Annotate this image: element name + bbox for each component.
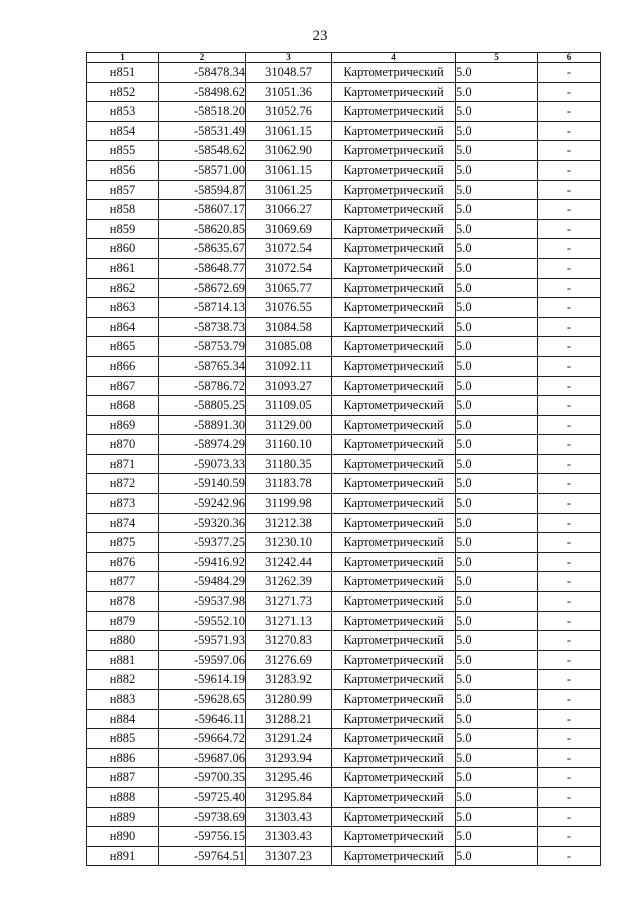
y-coordinate-cell: 31066.27 xyxy=(246,200,332,220)
y-coordinate-cell: 31048.57 xyxy=(246,63,332,83)
table-row xyxy=(87,396,601,416)
accuracy-cell: 5.0 xyxy=(456,141,538,161)
accuracy-cell: 5.0 xyxy=(456,631,538,651)
note-cell: - xyxy=(538,572,601,592)
x-coordinate-cell: -59597.06 xyxy=(159,650,246,670)
point-id-cell: н874 xyxy=(87,513,159,533)
note-cell: - xyxy=(538,337,601,357)
method-cell: Картометрический xyxy=(332,396,456,416)
y-coordinate-cell: 31076.55 xyxy=(246,298,332,318)
accuracy-cell: 5.0 xyxy=(456,435,538,455)
accuracy-cell: 5.0 xyxy=(456,768,538,788)
point-id-cell: н869 xyxy=(87,415,159,435)
note-cell: - xyxy=(538,846,601,866)
y-coordinate-cell: 31069.69 xyxy=(246,219,332,239)
accuracy-cell: 5.0 xyxy=(456,102,538,122)
table-row xyxy=(87,474,601,494)
accuracy-cell: 5.0 xyxy=(456,396,538,416)
note-cell: - xyxy=(538,592,601,612)
y-coordinate-cell: 31183.78 xyxy=(246,474,332,494)
note-cell: - xyxy=(538,690,601,710)
note-cell: - xyxy=(538,141,601,161)
note-cell: - xyxy=(538,160,601,180)
table-row xyxy=(87,494,601,514)
y-coordinate-cell: 31199.98 xyxy=(246,494,332,514)
point-id-cell: н858 xyxy=(87,200,159,220)
accuracy-cell: 5.0 xyxy=(456,611,538,631)
note-cell: - xyxy=(538,650,601,670)
accuracy-cell: 5.0 xyxy=(456,160,538,180)
table-row xyxy=(87,729,601,749)
table-row xyxy=(87,376,601,396)
column-header-1: 1 xyxy=(87,53,159,63)
point-id-cell: н884 xyxy=(87,709,159,729)
method-cell: Картометрический xyxy=(332,63,456,83)
table-row xyxy=(87,631,601,651)
y-coordinate-cell: 31180.35 xyxy=(246,454,332,474)
note-cell: - xyxy=(538,768,601,788)
accuracy-cell: 5.0 xyxy=(456,592,538,612)
note-cell: - xyxy=(538,278,601,298)
x-coordinate-cell: -58805.25 xyxy=(159,396,246,416)
table-row xyxy=(87,317,601,337)
page-number: 23 xyxy=(312,28,328,44)
x-coordinate-cell: -59628.65 xyxy=(159,690,246,710)
method-cell: Картометрический xyxy=(332,82,456,102)
y-coordinate-cell: 31276.69 xyxy=(246,650,332,670)
point-id-cell: н856 xyxy=(87,160,159,180)
accuracy-cell: 5.0 xyxy=(456,121,538,141)
x-coordinate-cell: -59571.93 xyxy=(159,631,246,651)
x-coordinate-cell: -58635.67 xyxy=(159,239,246,259)
table-row xyxy=(87,513,601,533)
x-coordinate-cell: -59756.15 xyxy=(159,827,246,847)
y-coordinate-cell: 31303.43 xyxy=(246,807,332,827)
x-coordinate-cell: -58548.62 xyxy=(159,141,246,161)
x-coordinate-cell: -59140.59 xyxy=(159,474,246,494)
y-coordinate-cell: 31262.39 xyxy=(246,572,332,592)
note-cell: - xyxy=(538,219,601,239)
table-row xyxy=(87,141,601,161)
point-id-cell: н886 xyxy=(87,748,159,768)
point-id-cell: н875 xyxy=(87,533,159,553)
x-coordinate-cell: -58518.20 xyxy=(159,102,246,122)
point-id-cell: н873 xyxy=(87,494,159,514)
method-cell: Картометрический xyxy=(332,141,456,161)
method-cell: Картометрический xyxy=(332,121,456,141)
y-coordinate-cell: 31072.54 xyxy=(246,258,332,278)
table-row xyxy=(87,768,601,788)
table-row xyxy=(87,82,601,102)
method-cell: Картометрический xyxy=(332,298,456,318)
y-coordinate-cell: 31093.27 xyxy=(246,376,332,396)
x-coordinate-cell: -58765.34 xyxy=(159,356,246,376)
accuracy-cell: 5.0 xyxy=(456,513,538,533)
x-coordinate-cell: -58498.62 xyxy=(159,82,246,102)
method-cell: Картометрический xyxy=(332,846,456,866)
table-row xyxy=(87,180,601,200)
note-cell: - xyxy=(538,748,601,768)
y-coordinate-cell: 31084.58 xyxy=(246,317,332,337)
x-coordinate-cell: -59614.19 xyxy=(159,670,246,690)
point-id-cell: н857 xyxy=(87,180,159,200)
accuracy-cell: 5.0 xyxy=(456,690,538,710)
note-cell: - xyxy=(538,729,601,749)
y-coordinate-cell: 31061.15 xyxy=(246,121,332,141)
x-coordinate-cell: -58607.17 xyxy=(159,200,246,220)
method-cell: Картометрический xyxy=(332,768,456,788)
x-coordinate-cell: -58594.87 xyxy=(159,180,246,200)
accuracy-cell: 5.0 xyxy=(456,415,538,435)
note-cell: - xyxy=(538,376,601,396)
table-row xyxy=(87,63,601,83)
note-cell: - xyxy=(538,121,601,141)
note-cell: - xyxy=(538,258,601,278)
accuracy-cell: 5.0 xyxy=(456,533,538,553)
method-cell: Картометрический xyxy=(332,180,456,200)
accuracy-cell: 5.0 xyxy=(456,258,538,278)
table-row xyxy=(87,337,601,357)
x-coordinate-cell: -59687.06 xyxy=(159,748,246,768)
point-id-cell: н854 xyxy=(87,121,159,141)
note-cell: - xyxy=(538,435,601,455)
method-cell: Картометрический xyxy=(332,513,456,533)
table-row xyxy=(87,748,601,768)
accuracy-cell: 5.0 xyxy=(456,356,538,376)
accuracy-cell: 5.0 xyxy=(456,552,538,572)
x-coordinate-cell: -59537.98 xyxy=(159,592,246,612)
method-cell: Картометрический xyxy=(332,552,456,572)
column-header-6: 6 xyxy=(538,53,601,63)
accuracy-cell: 5.0 xyxy=(456,494,538,514)
table-row xyxy=(87,650,601,670)
method-cell: Картометрический xyxy=(332,709,456,729)
y-coordinate-cell: 31283.92 xyxy=(246,670,332,690)
y-coordinate-cell: 31061.25 xyxy=(246,180,332,200)
table-row xyxy=(87,552,601,572)
method-cell: Картометрический xyxy=(332,611,456,631)
method-cell: Картометрический xyxy=(332,415,456,435)
x-coordinate-cell: -59725.40 xyxy=(159,787,246,807)
table-row xyxy=(87,356,601,376)
table-row xyxy=(87,690,601,710)
table-row xyxy=(87,670,601,690)
point-id-cell: н851 xyxy=(87,63,159,83)
note-cell: - xyxy=(538,533,601,553)
note-cell: - xyxy=(538,298,601,318)
x-coordinate-cell: -58738.73 xyxy=(159,317,246,337)
method-cell: Картометрический xyxy=(332,748,456,768)
y-coordinate-cell: 31230.10 xyxy=(246,533,332,553)
method-cell: Картометрический xyxy=(332,533,456,553)
table-row xyxy=(87,278,601,298)
point-id-cell: н872 xyxy=(87,474,159,494)
y-coordinate-cell: 31085.08 xyxy=(246,337,332,357)
x-coordinate-cell: -58531.49 xyxy=(159,121,246,141)
x-coordinate-cell: -58891.30 xyxy=(159,415,246,435)
y-coordinate-cell: 31291.24 xyxy=(246,729,332,749)
accuracy-cell: 5.0 xyxy=(456,317,538,337)
point-id-cell: н879 xyxy=(87,611,159,631)
y-coordinate-cell: 31062.90 xyxy=(246,141,332,161)
x-coordinate-cell: -58714.13 xyxy=(159,298,246,318)
method-cell: Картометрический xyxy=(332,239,456,259)
table-row xyxy=(87,709,601,729)
point-id-cell: н880 xyxy=(87,631,159,651)
point-id-cell: н889 xyxy=(87,807,159,827)
y-coordinate-cell: 31280.99 xyxy=(246,690,332,710)
y-coordinate-cell: 31242.44 xyxy=(246,552,332,572)
y-coordinate-cell: 31051.36 xyxy=(246,82,332,102)
note-cell: - xyxy=(538,63,601,83)
table-row xyxy=(87,787,601,807)
table-header-row xyxy=(87,53,601,63)
point-id-cell: н865 xyxy=(87,337,159,357)
note-cell: - xyxy=(538,396,601,416)
x-coordinate-cell: -58620.85 xyxy=(159,219,246,239)
method-cell: Картометрический xyxy=(332,474,456,494)
note-cell: - xyxy=(538,454,601,474)
method-cell: Картометрический xyxy=(332,650,456,670)
y-coordinate-cell: 31271.73 xyxy=(246,592,332,612)
table-row xyxy=(87,298,601,318)
accuracy-cell: 5.0 xyxy=(456,807,538,827)
table-row xyxy=(87,435,601,455)
note-cell: - xyxy=(538,513,601,533)
point-id-cell: н881 xyxy=(87,650,159,670)
y-coordinate-cell: 31072.54 xyxy=(246,239,332,259)
accuracy-cell: 5.0 xyxy=(456,827,538,847)
x-coordinate-cell: -59646.11 xyxy=(159,709,246,729)
point-id-cell: н861 xyxy=(87,258,159,278)
y-coordinate-cell: 31109.05 xyxy=(246,396,332,416)
point-id-cell: н876 xyxy=(87,552,159,572)
y-coordinate-cell: 31065.77 xyxy=(246,278,332,298)
y-coordinate-cell: 31307.23 xyxy=(246,846,332,866)
method-cell: Картометрический xyxy=(332,317,456,337)
x-coordinate-cell: -58753.79 xyxy=(159,337,246,357)
table-row xyxy=(87,219,601,239)
note-cell: - xyxy=(538,415,601,435)
table-row xyxy=(87,611,601,631)
note-cell: - xyxy=(538,631,601,651)
x-coordinate-cell: -58672.69 xyxy=(159,278,246,298)
method-cell: Картометрический xyxy=(332,592,456,612)
point-id-cell: н860 xyxy=(87,239,159,259)
point-id-cell: н852 xyxy=(87,82,159,102)
point-id-cell: н888 xyxy=(87,787,159,807)
accuracy-cell: 5.0 xyxy=(456,670,538,690)
table-row xyxy=(87,454,601,474)
note-cell: - xyxy=(538,474,601,494)
x-coordinate-cell: -59242.96 xyxy=(159,494,246,514)
point-id-cell: н877 xyxy=(87,572,159,592)
method-cell: Картометрический xyxy=(332,729,456,749)
y-coordinate-cell: 31061.15 xyxy=(246,160,332,180)
method-cell: Картометрический xyxy=(332,827,456,847)
point-id-cell: н887 xyxy=(87,768,159,788)
accuracy-cell: 5.0 xyxy=(456,787,538,807)
table-row xyxy=(87,258,601,278)
y-coordinate-cell: 31129.00 xyxy=(246,415,332,435)
accuracy-cell: 5.0 xyxy=(456,572,538,592)
accuracy-cell: 5.0 xyxy=(456,474,538,494)
accuracy-cell: 5.0 xyxy=(456,337,538,357)
accuracy-cell: 5.0 xyxy=(456,200,538,220)
method-cell: Картометрический xyxy=(332,572,456,592)
note-cell: - xyxy=(538,611,601,631)
column-header-2: 2 xyxy=(159,53,246,63)
x-coordinate-cell: -58974.29 xyxy=(159,435,246,455)
table-row xyxy=(87,807,601,827)
note-cell: - xyxy=(538,787,601,807)
method-cell: Картометрический xyxy=(332,670,456,690)
point-id-cell: н891 xyxy=(87,846,159,866)
column-header-5: 5 xyxy=(456,53,538,63)
point-id-cell: н883 xyxy=(87,690,159,710)
note-cell: - xyxy=(538,709,601,729)
accuracy-cell: 5.0 xyxy=(456,748,538,768)
table-row xyxy=(87,160,601,180)
note-cell: - xyxy=(538,356,601,376)
accuracy-cell: 5.0 xyxy=(456,709,538,729)
method-cell: Картометрический xyxy=(332,807,456,827)
point-id-cell: н855 xyxy=(87,141,159,161)
x-coordinate-cell: -58571.00 xyxy=(159,160,246,180)
accuracy-cell: 5.0 xyxy=(456,82,538,102)
table-row xyxy=(87,827,601,847)
method-cell: Картометрический xyxy=(332,787,456,807)
note-cell: - xyxy=(538,102,601,122)
x-coordinate-cell: -58786.72 xyxy=(159,376,246,396)
note-cell: - xyxy=(538,807,601,827)
note-cell: - xyxy=(538,552,601,572)
accuracy-cell: 5.0 xyxy=(456,219,538,239)
point-id-cell: н864 xyxy=(87,317,159,337)
point-id-cell: н870 xyxy=(87,435,159,455)
point-id-cell: н867 xyxy=(87,376,159,396)
x-coordinate-cell: -59484.29 xyxy=(159,572,246,592)
point-id-cell: н890 xyxy=(87,827,159,847)
y-coordinate-cell: 31092.11 xyxy=(246,356,332,376)
table-row xyxy=(87,102,601,122)
table-row xyxy=(87,239,601,259)
x-coordinate-cell: -58478.34 xyxy=(159,63,246,83)
accuracy-cell: 5.0 xyxy=(456,239,538,259)
method-cell: Картометрический xyxy=(332,160,456,180)
method-cell: Картометрический xyxy=(332,219,456,239)
table-body xyxy=(87,63,601,866)
note-cell: - xyxy=(538,317,601,337)
note-cell: - xyxy=(538,827,601,847)
accuracy-cell: 5.0 xyxy=(456,63,538,83)
column-header-4: 4 xyxy=(332,53,456,63)
point-id-cell: н862 xyxy=(87,278,159,298)
method-cell: Картометрический xyxy=(332,337,456,357)
x-coordinate-cell: -59320.36 xyxy=(159,513,246,533)
coordinates-table xyxy=(86,52,601,866)
method-cell: Картометрический xyxy=(332,258,456,278)
y-coordinate-cell: 31295.46 xyxy=(246,768,332,788)
method-cell: Картометрический xyxy=(332,102,456,122)
accuracy-cell: 5.0 xyxy=(456,376,538,396)
y-coordinate-cell: 31303.43 xyxy=(246,827,332,847)
accuracy-cell: 5.0 xyxy=(456,180,538,200)
method-cell: Картометрический xyxy=(332,690,456,710)
point-id-cell: н866 xyxy=(87,356,159,376)
x-coordinate-cell: -59700.35 xyxy=(159,768,246,788)
y-coordinate-cell: 31271.13 xyxy=(246,611,332,631)
y-coordinate-cell: 31295.84 xyxy=(246,787,332,807)
accuracy-cell: 5.0 xyxy=(456,729,538,749)
table-row xyxy=(87,592,601,612)
point-id-cell: н859 xyxy=(87,219,159,239)
method-cell: Картометрический xyxy=(332,376,456,396)
y-coordinate-cell: 31293.94 xyxy=(246,748,332,768)
column-header-3: 3 xyxy=(246,53,332,63)
y-coordinate-cell: 31052.76 xyxy=(246,102,332,122)
note-cell: - xyxy=(538,82,601,102)
method-cell: Картометрический xyxy=(332,454,456,474)
note-cell: - xyxy=(538,670,601,690)
point-id-cell: н885 xyxy=(87,729,159,749)
note-cell: - xyxy=(538,494,601,514)
x-coordinate-cell: -59073.33 xyxy=(159,454,246,474)
accuracy-cell: 5.0 xyxy=(456,846,538,866)
table-row xyxy=(87,846,601,866)
point-id-cell: н863 xyxy=(87,298,159,318)
point-id-cell: н882 xyxy=(87,670,159,690)
accuracy-cell: 5.0 xyxy=(456,454,538,474)
point-id-cell: н853 xyxy=(87,102,159,122)
method-cell: Картометрический xyxy=(332,278,456,298)
x-coordinate-cell: -59416.92 xyxy=(159,552,246,572)
note-cell: - xyxy=(538,200,601,220)
point-id-cell: н871 xyxy=(87,454,159,474)
point-id-cell: н878 xyxy=(87,592,159,612)
y-coordinate-cell: 31212.38 xyxy=(246,513,332,533)
method-cell: Картометрический xyxy=(332,494,456,514)
y-coordinate-cell: 31160.10 xyxy=(246,435,332,455)
table-row xyxy=(87,415,601,435)
x-coordinate-cell: -58648.77 xyxy=(159,258,246,278)
x-coordinate-cell: -59764.51 xyxy=(159,846,246,866)
method-cell: Картометрический xyxy=(332,356,456,376)
table-row xyxy=(87,533,601,553)
table-row xyxy=(87,572,601,592)
table-row xyxy=(87,121,601,141)
x-coordinate-cell: -59664.72 xyxy=(159,729,246,749)
method-cell: Картометрический xyxy=(332,200,456,220)
y-coordinate-cell: 31270.83 xyxy=(246,631,332,651)
method-cell: Картометрический xyxy=(332,631,456,651)
y-coordinate-cell: 31288.21 xyxy=(246,709,332,729)
point-id-cell: н868 xyxy=(87,396,159,416)
x-coordinate-cell: -59552.10 xyxy=(159,611,246,631)
note-cell: - xyxy=(538,180,601,200)
accuracy-cell: 5.0 xyxy=(456,298,538,318)
table-row xyxy=(87,200,601,220)
x-coordinate-cell: -59738.69 xyxy=(159,807,246,827)
x-coordinate-cell: -59377.25 xyxy=(159,533,246,553)
note-cell: - xyxy=(538,239,601,259)
accuracy-cell: 5.0 xyxy=(456,650,538,670)
method-cell: Картометрический xyxy=(332,435,456,455)
accuracy-cell: 5.0 xyxy=(456,278,538,298)
